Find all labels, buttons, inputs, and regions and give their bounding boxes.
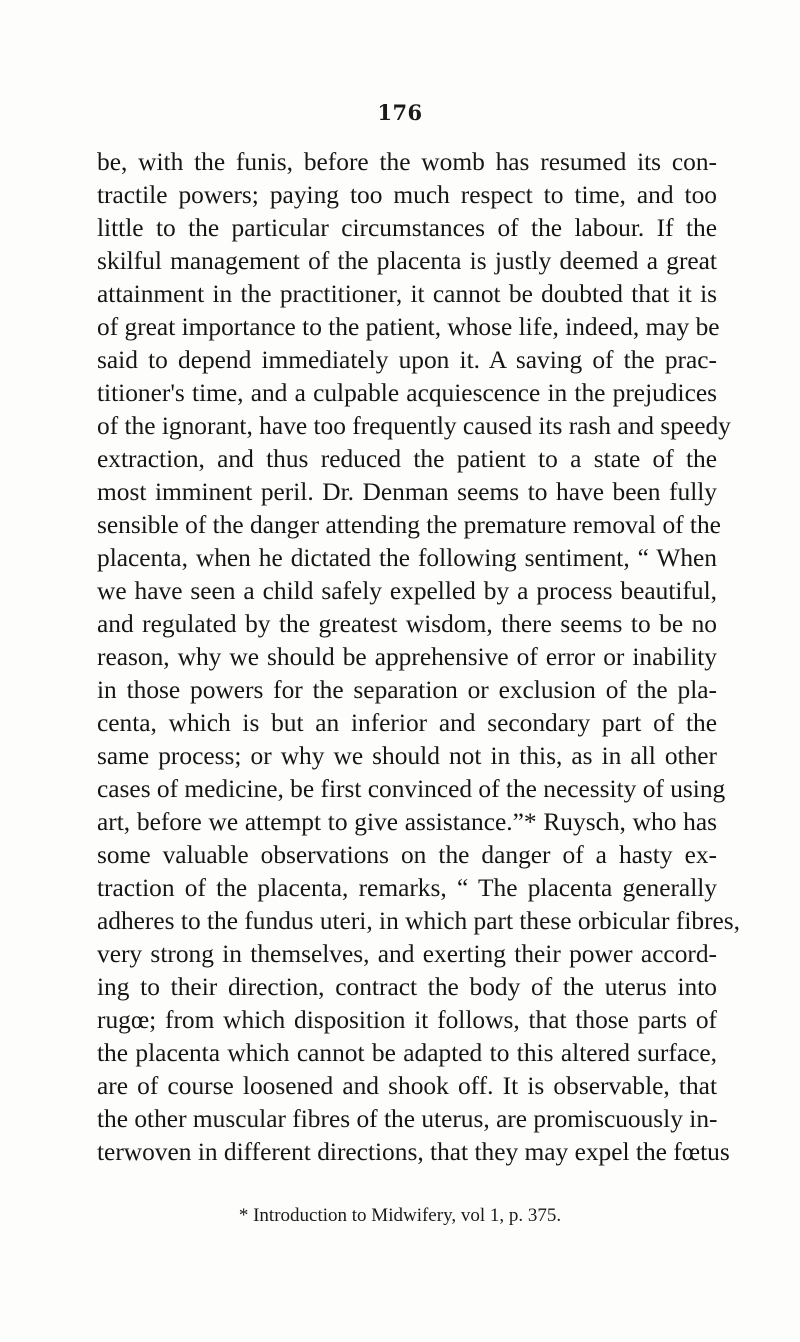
text-line: the other muscular fibres of the uterus, are promiscuously in- [97,1105,718,1133]
text-line: very strong in themselves, and exerting their power accord- [97,940,717,968]
text-line: art, before we attempt to give assistance.”* Ruysch, who has [97,808,717,836]
text-line: we have seen a child safely expelled by a process beautiful, [97,577,717,605]
text-line: of the ignorant, have too frequently caused its rash and speedy [97,412,731,440]
text-line: are of course loosened and shook off. It is observable, that [97,1072,717,1100]
text-line: tractile powers; paying too much respect to time, and too [97,181,717,209]
text-line: traction of the placenta, remarks, “ The placenta generally [97,874,717,902]
text-line: sensible of the danger attending the premature removal of the [97,511,721,539]
text-line: adheres to the fundus uteri, in which part these orbicular fibres, [97,907,741,935]
text-line: centa, which is but an inferior and secondary part of the [97,709,717,737]
text-line: little to the particular circumstances of the labour. If the [97,214,717,242]
text-line: of great importance to the patient, whose life, indeed, may be [97,313,720,341]
text-line: rugœ; from which disposition it follows, that those parts of [97,1006,717,1034]
text-line: placenta, when he dictated the following sentiment, “ When [97,544,717,572]
text-line: extraction, and thus reduced the patient to a state of the [97,445,717,473]
text-line: be, with the funis, before the womb has resumed its con- [97,148,717,176]
text-line: attainment in the practitioner, it cannot be doubted that it is [97,280,717,308]
text-line: ing to their direction, contract the body of the uterus into [97,973,717,1001]
text-line: in those powers for the separation or exclusion of the pla- [97,676,717,704]
text-line: the placenta which cannot be adapted to this altered surface, [97,1039,717,1067]
text-line: same process; or why we should not in this, as in all other [97,742,717,770]
text-line: titioner's time, and a culpable acquiescence in the prejudices [97,379,717,407]
text-line: terwoven in different directions, that they may expel the fœtus [97,1138,730,1166]
text-line: said to depend immediately upon it. A saving of the prac- [97,346,717,374]
text-line: some valuable observations on the danger of a hasty ex- [97,841,717,869]
page-number: 176 [377,100,423,125]
text-line: reason, why we should be apprehensive of error or inability [97,643,717,671]
body-paragraph [97,146,741,1169]
text-line: cases of medicine, be first convinced of the necessity of using [97,775,726,803]
text-line: skilful management of the placenta is justly deemed a great [97,247,717,275]
text-line: most imminent peril. Dr. Denman seems to have been fully [97,478,717,506]
footnote: * Introduction to Midwifery, vol 1, p. 375. [238,1205,562,1226]
text-line: and regulated by the greatest wisdom, there seems to be no [97,610,717,638]
